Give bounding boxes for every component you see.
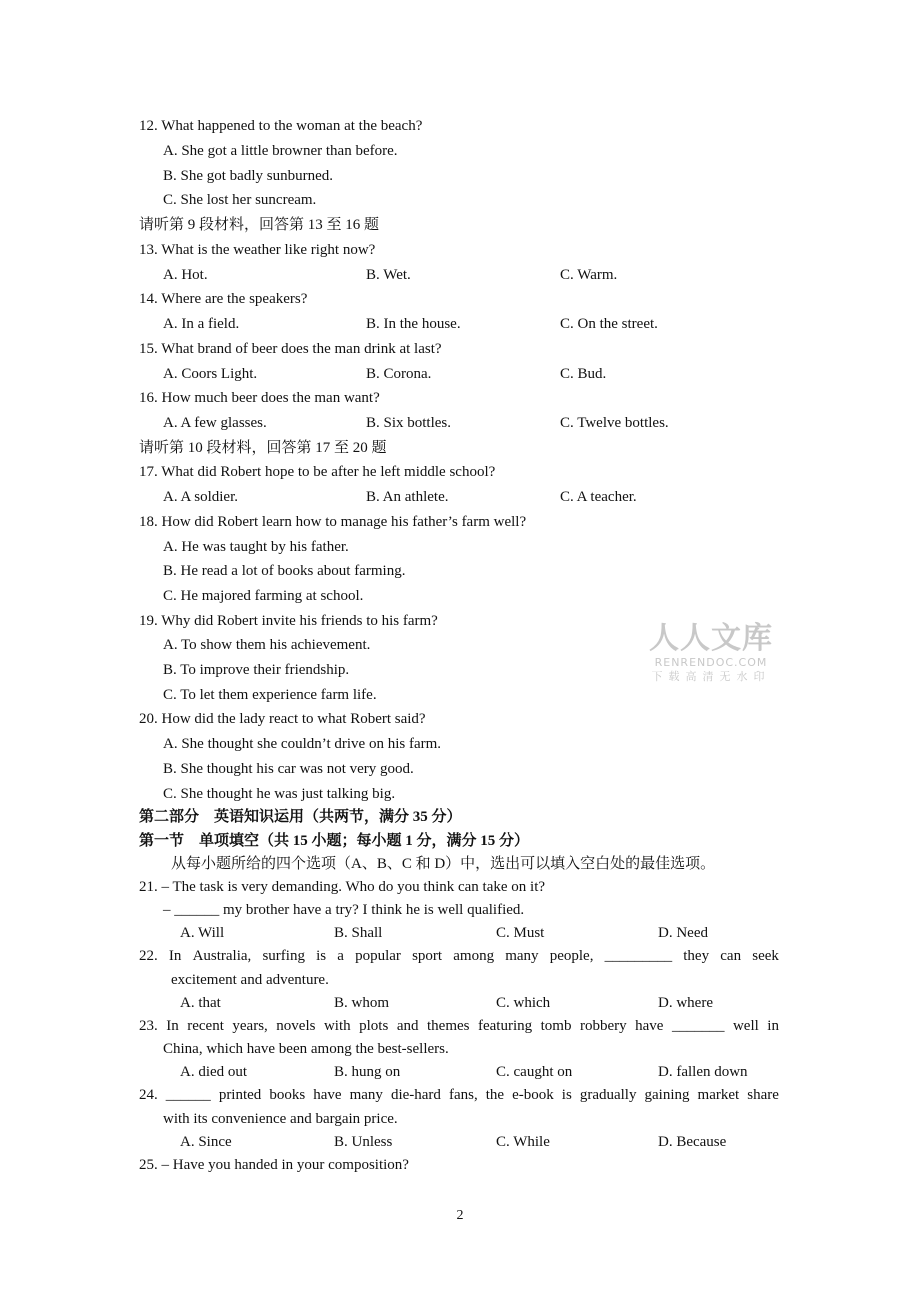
justified-word: _______ (671, 1018, 725, 1034)
justified-word: market (697, 1087, 740, 1103)
watermark-title: 人人文库 (649, 621, 773, 656)
section-1-heading: 第一节 单项填空（共 15 小题；每小题 1 分，满分 15 分） (139, 833, 530, 849)
justified-word: the (485, 1087, 505, 1103)
justified-word: popular (355, 948, 401, 964)
justified-word: _________ (604, 948, 673, 964)
question-21-option-a: A. Will (180, 925, 225, 941)
part-2-heading: 第二部分 英语知识运用（共两节，满分 35 分） (139, 809, 462, 825)
question-17-option-b: B. An athlete. (366, 489, 449, 505)
question-23-option-a: A. died out (180, 1064, 248, 1080)
question-14-option-c: C. On the street. (560, 316, 658, 332)
question-24-option-b: B. Unless (334, 1134, 393, 1150)
justified-word: featuring (478, 1018, 533, 1034)
question-16-option-a: A. A few glasses. (163, 415, 267, 431)
justified-word: many (349, 1087, 383, 1103)
justified-word: many (505, 948, 539, 964)
question-14-option-a: A. In a field. (163, 316, 240, 332)
question-23-option-d: D. fallen down (658, 1064, 748, 1080)
question-20-option-a: A. She thought she couldn’t drive on his farm. (163, 736, 442, 752)
question-12-option-a: A. She got a little browner than before. (163, 143, 398, 159)
justified-word: have (635, 1018, 664, 1034)
justified-word: have (313, 1087, 342, 1103)
question-15-stem: 15. What brand of beer does the man drink at last? (139, 341, 442, 357)
question-24-option-d: D. Because (658, 1134, 727, 1150)
justified-word: is (561, 1087, 572, 1103)
justified-word: gradually (579, 1087, 637, 1103)
question-22-line-2: excitement and adventure. (171, 972, 329, 988)
question-20-option-b: B. She thought his car was not very good. (163, 761, 414, 777)
question-22-option-d: D. where (658, 995, 713, 1011)
question-18-option-a: A. He was taught by his father. (163, 539, 349, 555)
justified-word: printed (218, 1087, 262, 1103)
justified-word: with (323, 1018, 351, 1034)
question-16-option-c: C. Twelve bottles. (560, 415, 669, 431)
question-17-stem: 17. What did Robert hope to be after he left middle school? (139, 464, 496, 480)
justified-word: they (683, 948, 710, 964)
question-23-option-c: C. caught on (496, 1064, 573, 1080)
watermark-url: RENRENDOC.COM (654, 656, 768, 669)
justified-word: share (747, 1087, 779, 1103)
justified-word: Australia, (192, 948, 252, 964)
justified-word: and (396, 1018, 419, 1034)
question-13-option-a: A. Hot. (163, 267, 208, 283)
question-21-option-c: C. Must (496, 925, 545, 941)
question-15-option-b: B. Corona. (366, 366, 432, 382)
justified-word: in (767, 1018, 779, 1034)
justified-word: plots (359, 1018, 389, 1034)
question-17-option-c: C. A teacher. (560, 489, 637, 505)
question-20-option-c: C. She thought he was just talking big. (163, 786, 396, 802)
question-23-option-b: B. hung on (334, 1064, 401, 1080)
justified-word: ______ (165, 1087, 211, 1103)
question-18-option-b: B. He read a lot of books about farming. (163, 563, 406, 579)
section-instruction: 从每小题所给的四个选项（A、B、C 和 D）中，选出可以填入空白处的最佳选项。 (171, 856, 716, 872)
question-21-option-d: D. Need (658, 925, 708, 941)
question-24-option-c: C. While (496, 1134, 550, 1150)
section-intro-9: 请听第 9 段材料，回答第 13 至 16 题 (139, 217, 380, 233)
justified-word: years, (232, 1018, 268, 1034)
question-14-option-b: B. In the house. (366, 316, 461, 332)
question-21-option-b: B. Shall (334, 925, 383, 941)
justified-word: is (316, 948, 327, 964)
question-19-stem: 19. Why did Robert invite his friends to his farm? (139, 613, 438, 629)
question-16-option-b: B. Six bottles. (366, 415, 452, 431)
justified-word: tomb (540, 1018, 572, 1034)
justified-word: surfing (262, 948, 305, 964)
justified-word: a (337, 948, 344, 964)
justified-word: can (720, 948, 742, 964)
watermark (646, 622, 776, 684)
justified-word: In (166, 1018, 179, 1034)
question-21-line-1: 21. – The task is very demanding. Who do you think can take on it? (139, 879, 546, 895)
justified-word: die-hard (390, 1087, 441, 1103)
question-24-line-1 (139, 1085, 779, 1105)
question-12-option-c: C. She lost her suncream. (163, 192, 317, 208)
question-15-option-c: C. Bud. (560, 366, 607, 382)
question-16-stem: 16. How much beer does the man want? (139, 390, 380, 406)
justified-word: recent (187, 1018, 224, 1034)
question-25-line-1: 25. – Have you handed in your composition? (139, 1157, 409, 1173)
question-19-option-c: C. To let them experience farm life. (163, 687, 377, 703)
justified-word: books (269, 1087, 306, 1103)
justified-word: well (732, 1018, 759, 1034)
justified-word: seek (752, 948, 779, 964)
section-intro-10: 请听第 10 段材料，回答第 17 至 20 题 (139, 440, 387, 456)
question-13-stem: 13. What is the weather like right now? (139, 242, 376, 258)
justified-word: 24. (139, 1087, 158, 1103)
question-21-line-2: – ______ my brother have a try? I think he is well qualified. (163, 902, 525, 918)
page-number: 2 (456, 1208, 464, 1223)
justified-word: sport (412, 948, 443, 964)
question-24-option-a: A. Since (180, 1134, 232, 1150)
justified-word: novels (276, 1018, 316, 1034)
question-18-option-c: C. He majored farming at school. (163, 588, 364, 604)
justified-word: themes (427, 1018, 470, 1034)
question-12-option-b: B. She got badly sunburned. (163, 168, 333, 184)
justified-word: among (453, 948, 495, 964)
question-18-stem: 18. How did Robert learn how to manage his father’s farm well? (139, 514, 527, 530)
question-23-line-2: China, which have been among the best-sellers. (163, 1041, 449, 1057)
question-22-option-c: C. which (496, 995, 551, 1011)
justified-word: gaining (644, 1087, 690, 1103)
question-20-stem: 20. How did the lady react to what Robert said? (139, 711, 426, 727)
question-17-option-a: A. A soldier. (163, 489, 239, 505)
question-15-option-a: A. Coors Light. (163, 366, 258, 382)
question-12-stem: 12. What happened to the woman at the beach? (139, 118, 423, 134)
justified-word: people, (549, 948, 594, 964)
justified-word: In (168, 948, 182, 964)
question-19-option-a: A. To show them his achievement. (163, 637, 371, 653)
justified-word: 22. (139, 948, 158, 964)
watermark-subtitle: 下载高清无水印 (651, 670, 771, 683)
justified-word: 23. (139, 1018, 158, 1034)
question-13-option-b: B. Wet. (366, 267, 411, 283)
question-19-option-b: B. To improve their friendship. (163, 662, 350, 678)
justified-word: e-book (512, 1087, 554, 1103)
justified-word: fans, (448, 1087, 478, 1103)
question-14-stem: 14. Where are the speakers? (139, 291, 308, 307)
question-22-option-a: A. that (180, 995, 221, 1011)
question-22-line-1 (139, 946, 779, 966)
question-24-line-2: with its convenience and bargain price. (163, 1111, 398, 1127)
question-13-option-c: C. Warm. (560, 267, 618, 283)
question-23-line-1 (139, 1016, 779, 1036)
justified-word: robbery (579, 1018, 627, 1034)
question-22-option-b: B. whom (334, 995, 390, 1011)
